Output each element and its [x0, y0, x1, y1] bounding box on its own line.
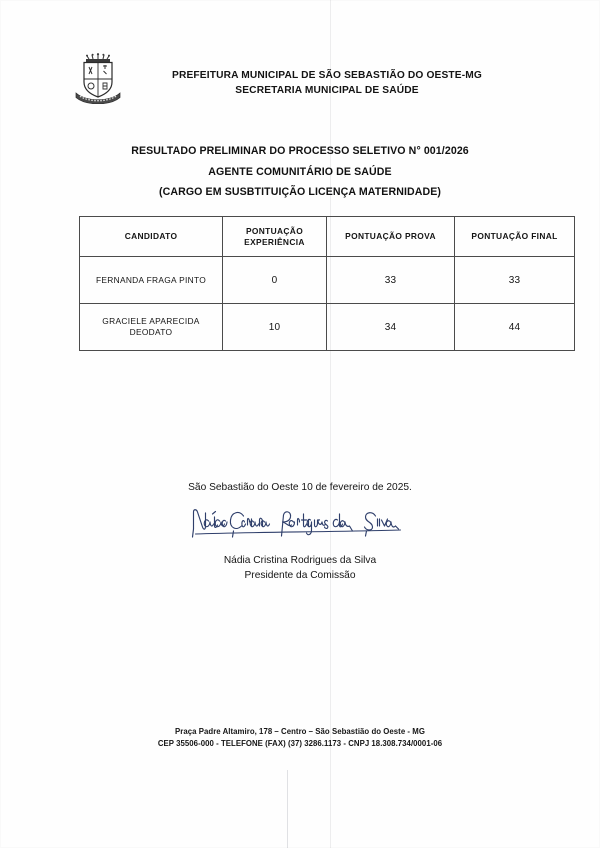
cell-candidato — [80, 304, 223, 351]
cell-candidato: FERNANDA FRAGA PINTO — [80, 257, 223, 304]
cell-pontuacao-final: 44 — [455, 304, 575, 351]
table-row — [80, 304, 575, 351]
cell-pontuacao-final: 33 — [455, 257, 575, 304]
page-title: RESULTADO PRELIMINAR DO PROCESSO SELETIVO N° 001/2026 — [131, 145, 469, 157]
results-table — [79, 216, 575, 351]
footer — [0, 726, 600, 750]
cell-pontuacao-experiencia: 0 — [223, 257, 327, 304]
scan-seam-artifact-bottom — [287, 770, 288, 848]
signature-block — [0, 481, 600, 583]
org-line-prefeitura: PREFEITURA MUNICIPAL DE SÃO SEBASTIÃO DO OESTE-MG — [172, 70, 482, 81]
table-row — [80, 257, 575, 304]
handwritten-signature — [188, 503, 413, 543]
column-header-pontuacao-final: PONTUAÇÃO FINAL — [455, 217, 575, 257]
scan-seam-artifact — [330, 0, 331, 848]
cell-pontuacao-experiencia: 10 — [223, 304, 327, 351]
column-header-exp-line1: PONTUAÇÃO — [245, 225, 304, 236]
signer-details — [0, 554, 600, 583]
cell-pontuacao-prova: 34 — [327, 304, 455, 351]
signer-role: Presidente da Comissão — [244, 569, 356, 581]
footer-contact: CEP 35506-000 - TELEFONE (FAX) (37) 3286.1173 - CNPJ 18.308.734/0001-06 — [157, 739, 443, 748]
cell-candidato-line2: DEODATO — [129, 327, 173, 337]
cell-pontuacao-prova: 33 — [327, 257, 455, 304]
org-line-secretaria: SECRETARIA MUNICIPAL DE SAÚDE — [235, 85, 419, 96]
table-header-row — [80, 217, 575, 257]
title-subtitle: (CARGO EM SUSBTITUIÇÃO LICENÇA MATERNIDADE) — [158, 186, 442, 198]
signer-name: Nádia Cristina Rodrigues da Silva — [223, 555, 377, 566]
cell-candidato-line1: GRACIELE APARECIDA — [102, 316, 200, 326]
column-header-pontuacao-experiencia — [223, 217, 327, 257]
column-header-pontuacao-prova: PONTUAÇÃO PROVA — [327, 217, 455, 257]
column-header-exp-line2: EXPERIÊNCIA — [244, 236, 305, 247]
date-line: São Sebastião do Oeste 10 de fevereiro de 2025. — [188, 482, 412, 493]
organization-titles — [0, 68, 600, 98]
document-title-block — [0, 141, 600, 203]
signature-area — [0, 503, 600, 548]
footer-address: Praça Padre Altamiro, 178 – Centro – São Sebastião do Oeste - MG — [175, 727, 425, 736]
title-cargo: AGENTE COMUNITÁRIO DE SAÚDE — [208, 165, 392, 178]
column-header-candidato: CANDIDATO — [80, 217, 223, 257]
